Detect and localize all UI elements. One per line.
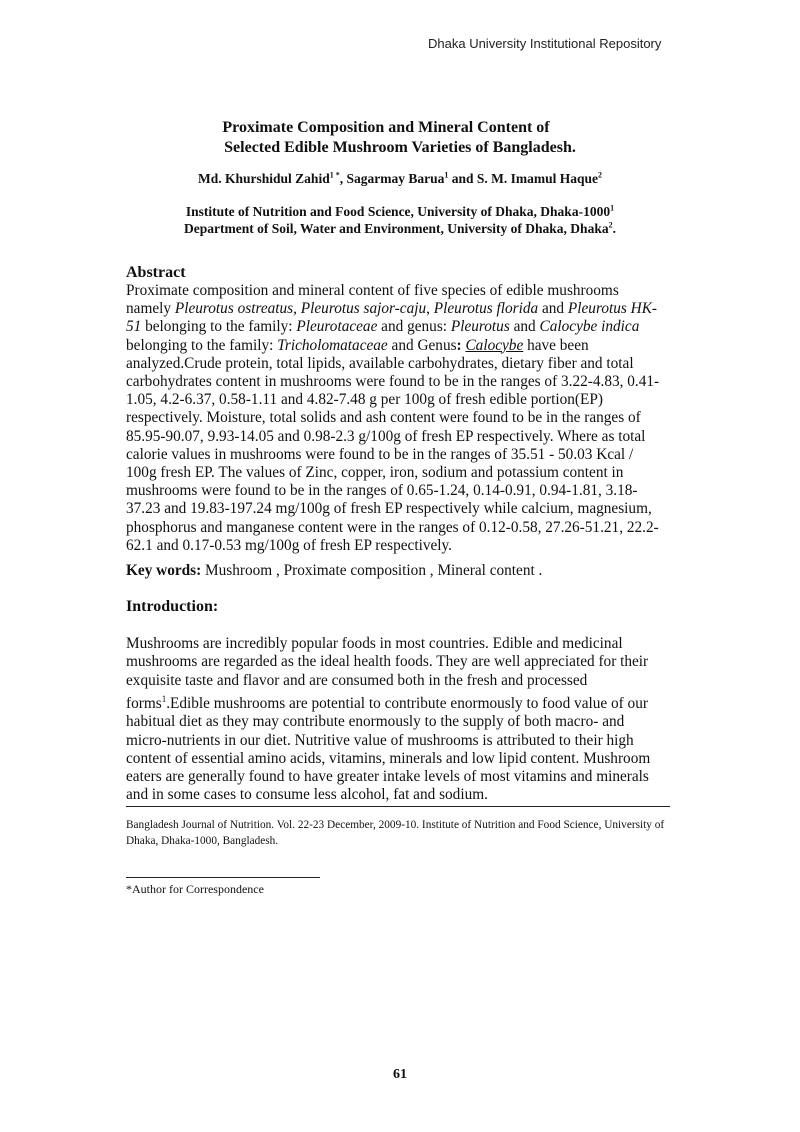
page-number: 61 [393, 1067, 407, 1082]
keywords-label: Key words: [126, 562, 202, 579]
abstract-text: belonging to the family: [126, 336, 278, 354]
abstract-text: , [426, 300, 434, 318]
family-name: Tricholomataceae [277, 336, 388, 354]
species-name: Pleurotus florida [433, 300, 539, 318]
author-superscript: 2 [597, 170, 602, 180]
species-name: Calocybe indica [539, 318, 640, 336]
introduction-heading: Introduction: [126, 598, 219, 615]
keywords-text: Mushroom , Proximate composition , Mineral content . [201, 562, 543, 579]
author-list [0, 171, 800, 187]
footnote-divider [126, 877, 320, 878]
species-name: Pleurotus sajor-caju [300, 300, 427, 318]
keywords [126, 562, 666, 580]
abstract-colon: : [456, 336, 466, 354]
author-superscript: 1 [444, 170, 449, 180]
correspondence-footnote: *Author for Correspondence [126, 882, 264, 896]
repository-header: Dhaka University Institutional Repository [428, 36, 662, 51]
affiliations [0, 203, 800, 237]
genus-name: Pleurotus [450, 318, 510, 336]
introduction-text: Mushrooms are incredibly popular foods in most countries. Edible and medicinal mushrooms are regarded as the ideal health foods. They are well appreciated for their exquisite taste and flavor and are consumed both in the fresh and processed forms [126, 635, 649, 712]
abstract-text: Proximate composition and mineral content of five species of edible mushrooms namely [126, 282, 619, 318]
affiliation-text: Department of Soil, Water and Environment, University of Dhaka, Dhaka [184, 221, 609, 236]
affiliation-superscript: 2 [608, 220, 613, 230]
species-name: Pleurotus HK- 51 [126, 300, 658, 336]
title-line-2: Selected Edible Mushroom Varieties of Bangladesh. [224, 139, 576, 156]
affiliation-2 [0, 220, 800, 237]
author-superscript: 1 * [329, 170, 340, 180]
abstract-body [126, 282, 666, 555]
genus-name: Calocybe [465, 336, 524, 354]
paper-title [0, 118, 800, 158]
abstract-text: and [538, 300, 568, 318]
affiliation-text: Institute of Nutrition and Food Science, University of Dhaka, Dhaka-1000 [185, 204, 611, 219]
abstract-text: have been analyzed.Crude protein, total lipids, available carbohydrates, dietary fiber and total carbohydrates content in mushrooms were found to be in the ranges of 3.22-4.83, 0.41-1.05, 4.2-6.37, 0.58-1.11 and 4.82-7.48 g per 100g of fresh edible portion(EP) respectively. Moisture, total solids and ash content were found to be in the ranges of 85.95-90.07, 9.93-14.05 and 0.98-2.3 g/100g of fresh EP respectively. Where as total calorie values in mushrooms were found to be in the ranges of 35.51 - 50.03 Kcal / 100g fresh EP. The values of Zinc, copper, iron, sodium and potassium content in mushrooms were found to be in the ranges of 0.65-1.24, 0.14-0.91, 0.94-1.81, 3.18-37.23 and 19.83-197.24 mg/100g of fresh EP respectively while calcium, magnesium, phosphorus and manganese content were in the ranges of 0.12-0.58, 27.26-51.21, 22.2-62.1 and 0.17-0.53 mg/100g of fresh EP respectively. [126, 336, 660, 554]
journal-citation: Bangladesh Journal of Nutrition. Vol. 22-23 December, 2009-10. Institute of Nutrition and Food Science, University of Dhaka, Dhaka-1000, Bangladesh. [126, 819, 665, 847]
affiliation-superscript: 1 [610, 203, 615, 213]
introduction-text: .Edible mushrooms are potential to contribute enormously to food value of our habitual diet as they may contribute enormously to the supply of both macro- and micro-nutrients in our diet. Nutritive value of mushrooms is attributed to their high content of essential amino acids, vitamins, minerals and low lipid content. Mushroom eaters are generally found to have greater intake levels of most vitamins and minerals and in some cases to consume less alcohol, fat and sodium. [126, 694, 651, 804]
abstract-text: and [509, 318, 540, 336]
citation-superscript: 1 [161, 693, 167, 704]
author-name: Md. Khurshidul Zahid [198, 171, 330, 186]
abstract-text: and genus: [377, 318, 451, 336]
author-name: , Sagarmay Barua [339, 171, 445, 186]
author-name: and S. M. Imamul Haque [448, 171, 598, 186]
species-name: Pleurotus ostreatus [174, 300, 294, 318]
abstract-text: and Genus [387, 336, 457, 354]
footer-divider [126, 806, 670, 807]
title-line-1: Proximate Composition and Mineral Content of [222, 119, 550, 136]
abstract-heading: Abstract [126, 264, 186, 281]
abstract-text: , [293, 300, 301, 318]
affiliation-1 [0, 203, 800, 220]
abstract-text: belonging to the family: [141, 318, 297, 336]
affiliation-period: . [612, 221, 616, 236]
family-name: Pleurotaceae [296, 318, 378, 336]
introduction-body [126, 635, 666, 805]
